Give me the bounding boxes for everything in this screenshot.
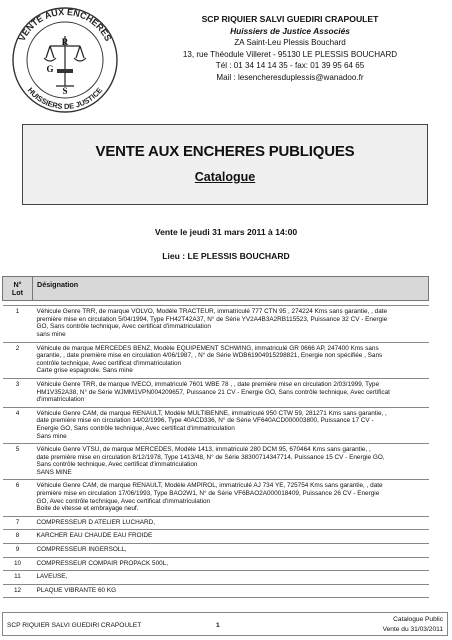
catalogue-heading: Catalogue [194,170,256,184]
address-line-2: 13, rue Théodule Villeret - 95130 LE PLESSIS BOUCHARD [182,49,398,59]
logo-ring-top: VENTE AUX ENCHERES [16,6,114,43]
lot-number: 9 [3,544,33,558]
logo-letter-r: R [61,37,69,47]
lot-number: 2 [3,342,33,378]
lot-designation [33,584,429,598]
logo-letter-s: S [62,86,68,96]
firm-header [145,14,435,84]
footer-catalogue-info [383,615,443,634]
designation-line: LAVEUSE, [36,573,68,581]
designation-line: sans mine [36,330,66,338]
lot-number: 12 [3,584,33,598]
table-header-row [3,277,429,301]
table-row [3,407,429,443]
logo-ring-bottom: HUISSIERS DE JUSTICE [25,85,105,112]
lot-number: 10 [3,557,33,571]
firm-subtitle: Huissiers de Justice Associés [230,25,350,36]
table-row [3,444,429,480]
lot-table [2,276,429,598]
lot-number: 11 [3,571,33,585]
lot-number: 5 [3,444,33,480]
table-row [3,584,429,598]
designation-line: Carte grise espagnole. Sans mine [36,367,133,375]
designation-line: PLAQUE VIBRANTE 60 KG [36,586,117,594]
designation-line: Véhicule Genre CAM, de marque RENAULT, Modèle MULTIBENNE, immatriculé 950 CTW 59, 281271 Kms sans garantie, , [36,409,387,417]
designation-line: Véhicule Genre TRR, de marque VOLVO, Modèle TRACTEUR, immatriculé 777 CTN 95 , 274224 Kms sans garantie, , date [36,308,388,316]
lot-number: 6 [3,480,33,516]
lot-designation [33,571,429,585]
designation-line: Véhicule Genre TRR, de marque IVECO, immatriculé 7601 WBE 78 , , date première mise en circulation 2/03/1999, Type [36,380,380,388]
lot-designation [33,557,429,571]
lot-designation [33,407,429,443]
page-number: 1 [216,622,220,629]
designation-line: GO, Sans contrôle technique, Avec certificat d'immatriculation [36,323,211,331]
lot-designation [33,306,429,342]
lot-rows [3,301,429,598]
logo-letter-g: G [46,64,54,74]
lot-number: 1 [3,306,33,342]
lot-designation [33,544,429,558]
designation-line: Sans mine [36,432,67,440]
designation-line: KARCHER EAU CHAUDE EAU FROIDE [36,532,153,540]
table-row [3,378,429,407]
lot-designation [33,480,429,516]
designation-line: Energie GO, Sans contrôle technique, Avec certificat d'immatriculation [36,424,235,432]
table-row [3,544,429,558]
designation-line: Véhicule Genre CAM, de marque RENAULT, Modèle AMPIROL, immatriculé AJ 734 YE, 725754 Kms sans garantie, , date [36,482,383,490]
footer-sale-date: Vente du 31/03/2011 [382,625,443,633]
designation-line: COMPRESSEUR D ATELIER LUCHARD, [36,518,155,526]
logo-seal [6,6,124,114]
designation-line: HM1V352A38, N° de Série WJMM1VPN004209657, Puissance 21 CV - Energie GO, Sans contrôle technique, Avec certificat [36,388,390,396]
footer-firm: SCP RIQUIER SALVI GUEDIRI CRAPOULET [7,622,142,629]
designation-line: Véhicule de marque MERCEDES BENZ, Modèle EQUIPEMENT SCHWING, immatriculé GR 0666 AP, 247400 Kms sans [36,344,379,352]
sale-place: Lieu : LE PLESSIS BOUCHARD [162,251,290,261]
lot-designation [33,516,429,530]
lot-number: 4 [3,407,33,443]
lot-designation [33,378,429,407]
lot-designation [33,530,429,544]
table-row [3,306,429,342]
lot-designation [33,444,429,480]
designation-line: date première mise en circulation 14/02/1996, Type 40ACD336, N° de Série VF640ACD000003800, Puissance 17 CV - [36,417,374,425]
lot-number: 8 [3,530,33,544]
footer-catalogue-label: Catalogue Public [393,616,443,623]
phone-line: Tél : 01 34 14 14 35 - fax: 01 39 95 64 65 [215,61,365,71]
designation-line: première mise en circulation 5/04/1994, Type FH42T42A37, N° de Série YV2A4B3A2RB115523, Puissance 32 CV - Energie [36,315,388,323]
table-row [3,571,429,585]
designation-line: GO, Avec contrôle technique, Avec certificat d'immatriculation [36,497,211,505]
page-title: VENTE AUX ENCHERES PUBLIQUES [95,143,355,160]
address-line-1: ZA Saint-Leu Plessis Bouchard [234,38,346,48]
table-row [3,557,429,571]
designation-line: d'immatriculation [36,396,85,404]
email-line: Mail : lesencheresduplessis@wanadoo.fr [216,72,364,82]
page-footer [2,612,448,636]
designation-line: COMPRESSEUR INGERSOLL, [36,546,127,554]
designation-line: Boite de vitesse et embrayage neuf. [36,505,139,513]
header-lot-number: N° Lot [3,277,33,301]
table-row [3,342,429,378]
lot-number: 7 [3,516,33,530]
header-designation: Désignation [33,277,429,301]
designation-line: Véhicule Genre VTSU, de marque MERCEDES, Modèle 1413, immatriculé 280 DCM 95, 670464 Kms sans garantie, , [36,446,371,454]
designation-line: première mise en circulation 17/06/1993, Type BAO2W1, N° de Série VF6BAO2A000018409, Puissance 26 CV - Energie [36,490,380,498]
table-row [3,516,429,530]
firm-name: SCP RIQUIER SALVI GUEDIRI CRAPOULET [201,14,379,24]
designation-line: SANS MINE [36,468,72,476]
lot-designation [33,342,429,378]
table-row [3,530,429,544]
designation-line: garantie, , date première mise en circulation 4/06/1987, , N° de Série WDB61904915298821, Energie non spécifiée , Sans [36,352,383,360]
designation-line: date première mise en circulation 8/12/1978, Type 1413/48, N° de Série 38300714347714, Puissance 15 CV - Energie GO, [36,453,385,461]
table-row [3,480,429,516]
sale-date: Vente le jeudi 31 mars 2011 à 14:00 [154,227,298,237]
firm-logo [6,6,124,114]
designation-line: contrôle technique, Avec certificat d'immatriculation [36,359,182,367]
designation-line: COMPRESSEUR COMPAIR PROPACK 500L, [36,559,169,567]
designation-line: Sans contrôle technique, Avec certificat d'immatriculation [36,461,198,469]
title-box [22,124,428,205]
lot-number: 3 [3,378,33,407]
